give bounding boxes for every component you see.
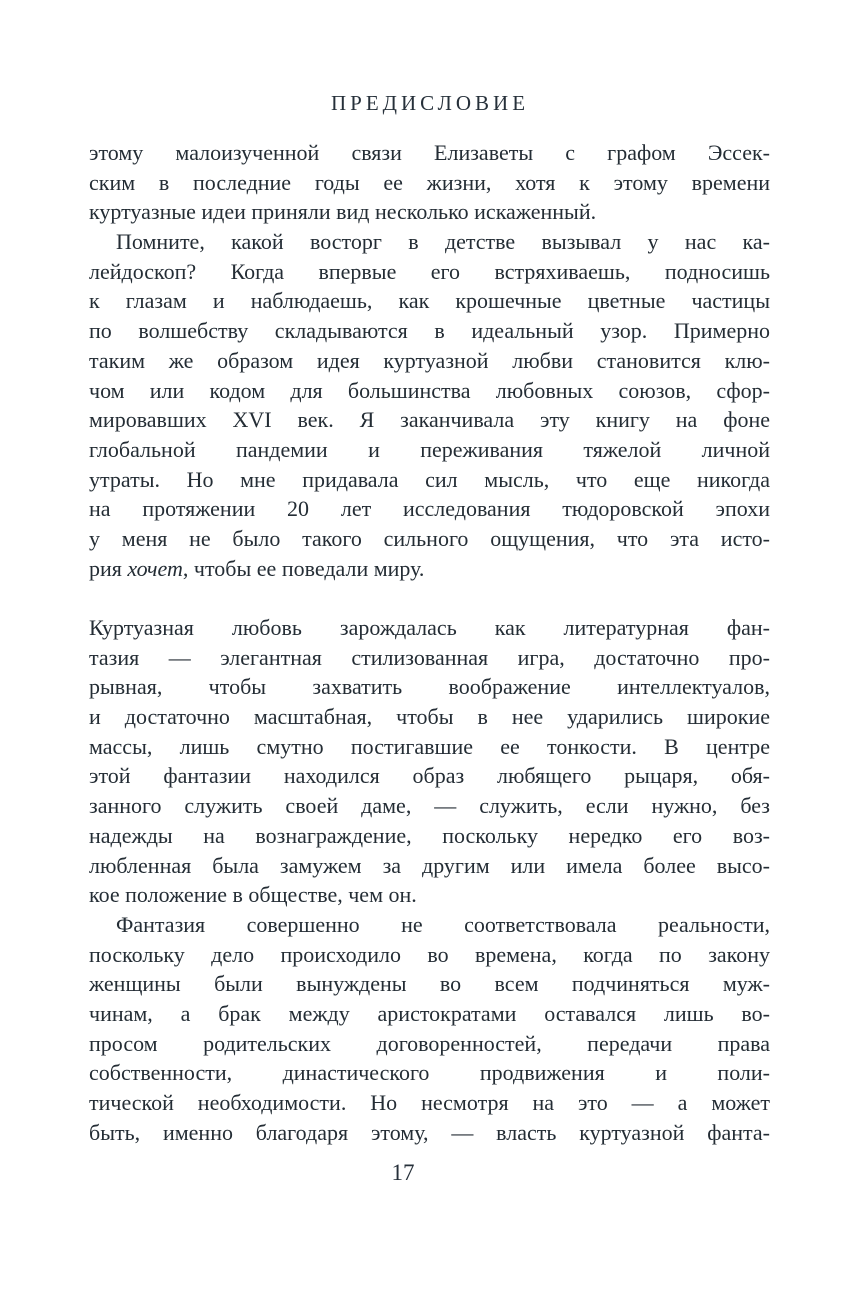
text-line xyxy=(89,197,770,227)
text-line xyxy=(89,405,770,435)
text-line xyxy=(89,138,770,168)
text-segment: собственности, династического продвижения и поли- xyxy=(89,1060,770,1086)
text-segment: чинам, а брак между аристократами оставался лишь во- xyxy=(89,1000,770,1026)
text-segment: куртуазные идеи приняли вид несколько искаженный. xyxy=(89,199,597,225)
text-segment: на протяжении 20 лет исследования тюдоровской эпохи xyxy=(89,496,770,522)
text-segment: массы, лишь смутно постигавшие ее тонкости. В центре xyxy=(89,733,770,759)
text-line xyxy=(89,969,770,999)
text-segment: Куртуазная любовь зарождалась как литературная фан- xyxy=(89,615,770,640)
text-segment: этой фантазии находился образ любящего рыцаря, обя- xyxy=(89,763,770,789)
text-segment: чом или кодом для большинства любовных союзов, сфор- xyxy=(89,377,770,403)
text-line xyxy=(89,732,770,762)
text-segment: по волшебству складываются в идеальный узор. Примерно xyxy=(89,318,770,344)
text-segment: глобальной пандемии и переживания тяжелой личной xyxy=(89,436,770,462)
text-segment: таким же образом идея куртуазной любви становится клю- xyxy=(89,347,770,373)
text-line xyxy=(89,494,770,524)
text-segment: любленная была замужем за другим или имела более высо- xyxy=(89,852,770,878)
text-line xyxy=(89,880,770,910)
text-line xyxy=(89,1058,770,1088)
text-line xyxy=(89,227,770,257)
text-segment: и достаточно масштабная, чтобы в нее ударились широкие xyxy=(89,704,770,730)
text-segment: рывная, чтобы захватить воображение интеллектуалов, xyxy=(89,674,770,700)
text-line xyxy=(89,999,770,1029)
text-line xyxy=(89,286,770,316)
text-line xyxy=(89,1029,770,1059)
text-segment: мировавших XVI век. Я заканчивала эту книгу на фоне xyxy=(89,407,770,433)
text-line xyxy=(89,613,770,643)
text-block xyxy=(89,138,770,1147)
text-segment: к глазам и наблюдаешь, как крошечные цветные частицы xyxy=(89,288,770,314)
text-segment: кое положение в обществе, чем он. xyxy=(89,882,417,908)
text-line xyxy=(89,316,770,346)
text-segment: лейдоскоп? Когда впервые его встряхиваешь, подносишь xyxy=(89,258,770,284)
text-segment: просом родительских договоренностей, передачи права xyxy=(89,1030,770,1056)
text-segment: у меня не было такого сильного ощущения, что эта исто- xyxy=(89,525,770,551)
text-segment: занного служить своей даме, — служить, если нужно, без xyxy=(89,793,770,819)
page-number: 17 xyxy=(391,1160,415,1186)
text-segment: тазия — элегантная стилизованная игра, достаточно про- xyxy=(89,644,770,670)
italic-text: хочет xyxy=(127,555,183,581)
chapter-heading: ПРЕДИСЛОВИЕ xyxy=(330,91,530,115)
text-segment: тической необходимости. Но несмотря на это — а может xyxy=(89,1090,770,1115)
text-line xyxy=(89,702,770,732)
paragraph-spacer xyxy=(89,583,770,613)
text-segment: этому малоизученной связи Елизаветы с графом Эссек- xyxy=(89,140,770,165)
text-segment: надежды на вознаграждение, поскольку нередко его воз- xyxy=(89,822,770,848)
text-segment: Помните, какой восторг в детстве вызывал у нас ка- xyxy=(116,229,770,255)
text-line xyxy=(89,435,770,465)
text-line xyxy=(89,257,770,287)
text-line xyxy=(89,761,770,791)
text-line xyxy=(89,643,770,673)
text-line xyxy=(89,554,770,584)
text-line xyxy=(89,851,770,881)
text-line xyxy=(89,672,770,702)
text-line xyxy=(89,940,770,970)
text-segment: , чтобы ее поведали миру. xyxy=(182,555,425,581)
text-line xyxy=(89,1118,770,1148)
text-line xyxy=(89,1088,770,1118)
text-segment: женщины были вынуждены во всем подчиняться муж- xyxy=(89,971,770,997)
text-line xyxy=(89,524,770,554)
text-line xyxy=(89,791,770,821)
text-segment: рия xyxy=(89,555,128,581)
text-segment: ским в последние годы ее жизни, хотя к этому времени xyxy=(89,169,770,195)
text-line xyxy=(89,910,770,940)
text-line xyxy=(89,465,770,495)
text-segment: Фантазия совершенно не соответствовала реальности, xyxy=(116,911,770,937)
text-line xyxy=(89,376,770,406)
text-segment: поскольку дело происходило во времена, когда по закону xyxy=(89,941,770,967)
text-line xyxy=(89,168,770,198)
text-line xyxy=(89,821,770,851)
text-line xyxy=(89,346,770,376)
text-segment: быть, именно благодаря этому, — власть куртуазной фанта- xyxy=(89,1119,770,1145)
text-segment: утраты. Но мне придавала сил мысль, что еще никогда xyxy=(89,466,770,492)
